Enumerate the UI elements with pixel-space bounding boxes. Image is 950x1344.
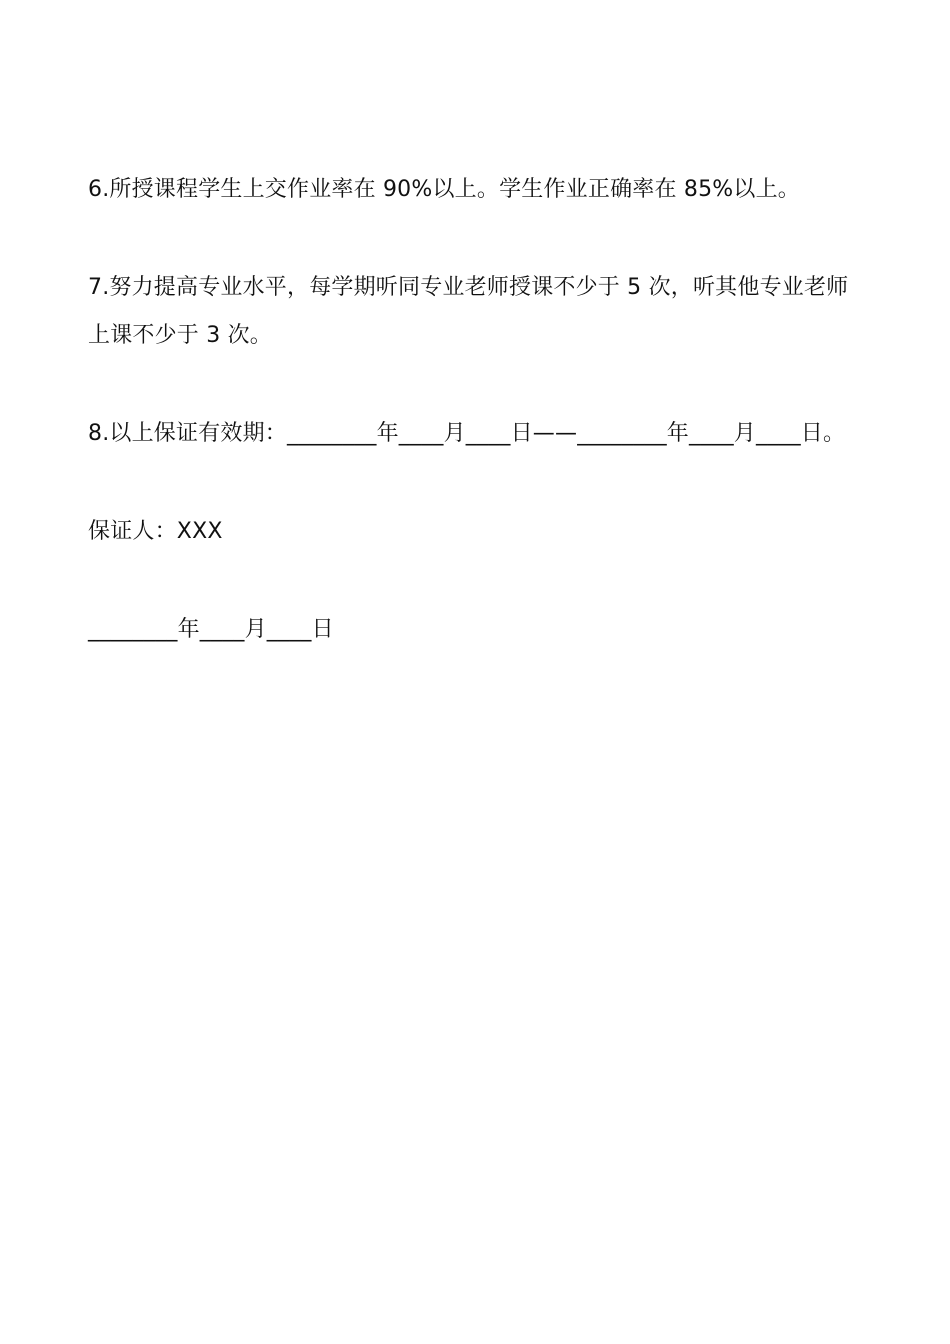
document-body	[88, 166, 868, 654]
clause-6: 6.所授课程学生上交作业率在 90%以上。学生作业正确率在 85%以上。	[88, 177, 800, 202]
clause-7: 7.努力提高专业水平，每学期听同专业老师授课不少于 5 次，听其他专业老师上课不少于 3 次。	[88, 275, 849, 348]
guarantor-line: 保证人：XXX	[88, 519, 223, 544]
clause-8: 8.以上保证有效期：________年____月____日——________年____月____日。	[88, 421, 846, 446]
date-line: ________年____月____日	[88, 617, 334, 642]
